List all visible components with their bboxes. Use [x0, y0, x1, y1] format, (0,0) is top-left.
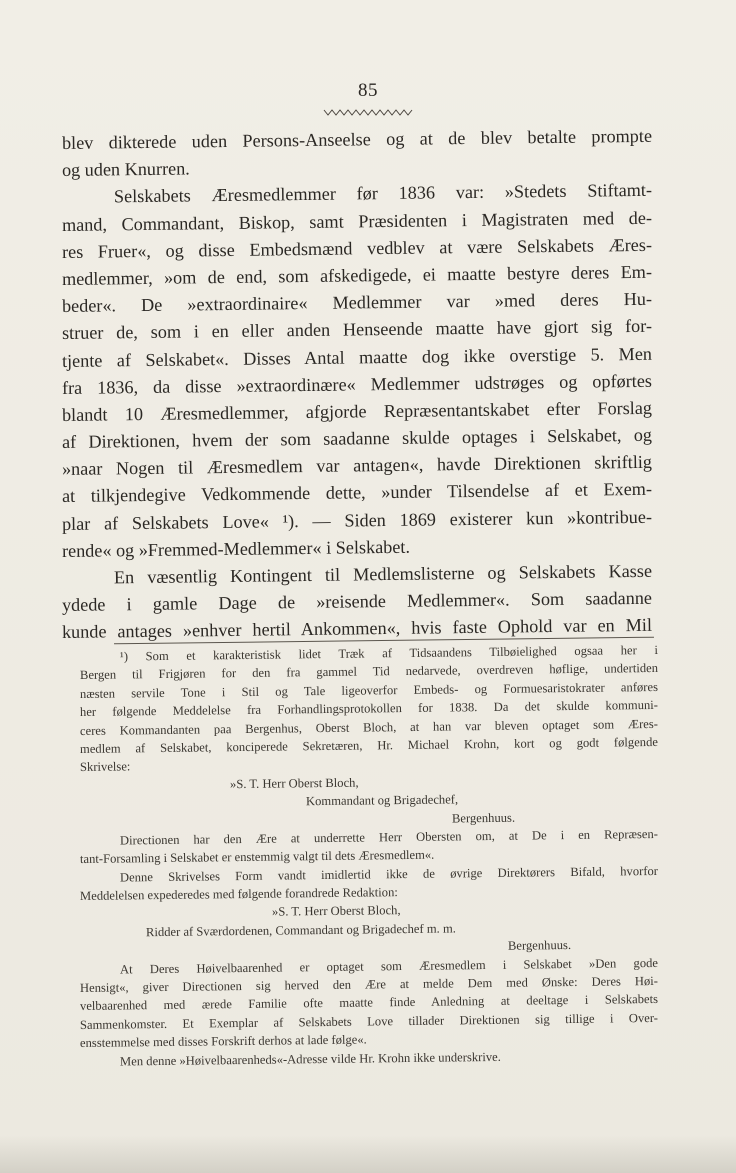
between-line: Meddelelsen expederedes med følgende forandrede Redaktion: — [79, 885, 398, 904]
letter1-body-line: Directionen har den Ære at underrette Herr Obersten om, at De i en Repræsen- — [119, 826, 659, 848]
page-number: 85 — [358, 80, 378, 101]
letter1-body-line: tant-Forsamling i Selskabet er enstemmig valgt til dets Æresmedlem«. — [79, 847, 435, 867]
letter1-place: Bergenhuus. — [451, 810, 516, 825]
text-line: tjente af Selskabet«. Disses Antal maatte dog ikke overstige 5. Men — [61, 343, 653, 371]
ornament-divider — [0, 104, 736, 122]
text-line: og uden Knurren. — [61, 158, 190, 181]
text-line: Selskabets Æresmedlemmer før 1836 var: »Stedets Stiftamt- — [113, 180, 653, 207]
text-line: fra 1836, da disse »extraordinære« Medlemmer udstrøges og opførtes — [61, 370, 653, 398]
text-line: res Fruer«, og disse Embedsmænd vedblev at være Selskabets Æres- — [61, 234, 653, 262]
page-bottom-shadow — [0, 1135, 736, 1173]
closing-line: Men denne »Høivelbaarenheds«-Adresse vilde Hr. Krohn ikke underskrive. — [119, 1049, 501, 1069]
letter2-body-line: Sammenkomster. Et Exemplar af Selskabets Love tillader Direktionen sig tillige i Over- — [79, 1010, 659, 1032]
footnote-line: her følgende Meddelelse fra Forhandlingsprotokollen for 1838. Da det skulde kommuni- — [79, 698, 659, 720]
text-line: mand, Commandant, Biskop, samt Præsidenten i Magistraten med de- — [61, 207, 653, 235]
footnote-line: næsten servile Tone i Stil og Tale ligeoverfor Embeds- og Formuesaristokrater anføres — [79, 679, 659, 701]
footnote-line: Bergen til Frigjøren for den fra gammel Tid nedarvede, overdreven høflige, undertiden — [79, 661, 659, 683]
letter2-body-line: velbaarenhed med ærede Familie ofte maatte finde Anledning at deeltage i Selskabets — [79, 992, 659, 1014]
letter2-salutation: »S. T. Herr Oberst Bloch, — [271, 903, 401, 920]
text-line: ydede i gamle Dage de »reisende Medlemmer«. Som saadanne — [61, 587, 653, 616]
text-line: beder«. De »extraordinaire« Medlemmer var »med deres Hu- — [61, 288, 653, 317]
footnote-line: Skrivelse: — [79, 759, 131, 775]
footnote-line: ¹) Som et karakteristisk lidet Træk af Tidsaandens Tilbøielighed ogsaa her i — [119, 642, 659, 664]
wavy-ornament-icon — [322, 107, 414, 117]
letter1-title: Kommandant og Brigadechef, — [305, 792, 459, 809]
text-line: blev dikterede uden Persons-Anseelse og at de blev betalte prompte — [61, 125, 653, 153]
between-line: Denne Skrivelses Form vandt imidlertid ikke de øvrige Direktørers Bifald, hvorfor — [119, 863, 659, 885]
text-line: rende« og »Fremmed-Medlemmer« i Selskabet. — [61, 536, 411, 561]
main-text-body — [61, 125, 653, 647]
footnote-line: medlem af Selskabet, konciperede Sekretæren, Hr. Michael Krohn, kort og godt følgende — [79, 734, 659, 756]
text-line: plar af Selskabets Love« ¹). — Siden 1869 existerer kun »kontribue- — [61, 506, 653, 534]
text-line: af Direktionen, hvem der som saadanne skulde optages i Selskabet, og — [61, 424, 653, 453]
text-line: kunde antages »enhver hertil Ankommen«, hvis faste Ophold var en Mil — [61, 615, 653, 643]
text-line: at tilkjendegive Vedkommende dette, »under Tilsendelse af et Exem- — [61, 479, 653, 507]
letter2-place: Bergenhuus. — [507, 938, 572, 954]
text-line: En væsentlig Kontingent til Medlemslisterne og Selskabets Kasse — [113, 560, 653, 588]
letter2-title: Ridder af Sværdordenen, Commandant og Brigadechef m. m. — [145, 921, 456, 940]
letter2-body-line: ensstemmelse med disses Forskrift derhos at lade følge«. — [79, 1032, 367, 1051]
footnote-block — [79, 642, 659, 1071]
letter2-body-line: Hensigt«, giver Directionen sig herved den Ære at melde Dem med Ønske: Deres Høi- — [79, 973, 659, 996]
text-line: blandt 10 Æresmedlemmer, afgjorde Repræsentantskabet efter Forslag — [61, 397, 653, 425]
letter2-body-line: At Deres Høivelbaarenhed er optaget som Æresmedlem i Selskabet »Den gode — [119, 955, 659, 977]
text-line: medlemmer, »om de end, som afskedigede, ei maatte bestyre deres Em- — [61, 261, 653, 289]
text-line: »naar Nogen til Æresmedlem var antagen«, havde Direktionen skriftlig — [61, 452, 653, 480]
text-line: struer de, som i en eller anden Henseende maatte have gjort sig for- — [61, 316, 653, 344]
footnote-line: ceres Kommandanten paa Bergenhus, Oberst Bloch, at han var bleven optaget som Æres- — [79, 716, 659, 738]
letter1-salutation: »S. T. Herr Oberst Bloch, — [229, 775, 359, 791]
